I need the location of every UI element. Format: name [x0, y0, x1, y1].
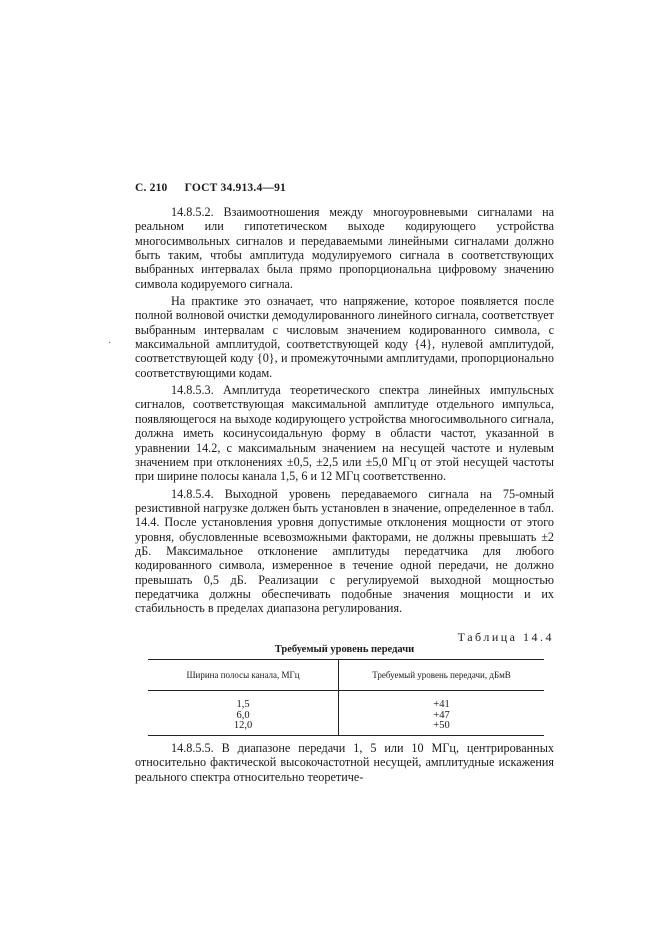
- table-column-level: [339, 700, 544, 732]
- body-text-bottom: [135, 741, 554, 787]
- table-column-bandwidth: [148, 700, 338, 732]
- standard-code: ГОСТ 34.913.4—91: [184, 182, 287, 194]
- transmission-level-table: [148, 659, 544, 736]
- table-cell-level: +41: [433, 699, 450, 710]
- page-number: С. 210: [135, 182, 168, 194]
- table-cell-bandwidth: 6,0: [236, 709, 250, 721]
- paragraph-14-8-5-3: 14.8.5.3. Амплитуда теоретического спектра линейных импульсных сигналов, соответствующая максимальной амплитуде отдельного импульса, появляющегося на выходе кодирующего устройства многосимвольного сигнала, должна иметь косинусоидальную форму в области частот, указанной в уравнении 14.2, с максимальным значением на несущей частоте и нулевым значением при отклонениях ±0,5, ±2,5 или ±5,0 МГц от этой несущей частоты при ширине полосы канала 1,5, 6 и 12 МГц соответственно.: [135, 383, 554, 484]
- table-cell-bandwidth: 12,0: [233, 720, 253, 731]
- table-header-level: Требуемый уровень передачи, дБмВ: [372, 670, 511, 680]
- table-header-divider: [148, 690, 544, 691]
- paragraph-14-8-5-2: 14.8.5.2. Взаимоотношения между многоуровневыми сигналами на реальном или гипотетическом выходе кодирующего устройства многосимвольных сигналов и передаваемыми линейными сигналами должно быть таким, чтобы амплитуда модулируемого сигнала в соответствующих выбранных интервалах была прямо пропорциональна цифровому значению символа кодируемого сигнала.: [135, 205, 554, 291]
- body-text-top: [135, 205, 554, 619]
- page-header: [135, 182, 286, 194]
- paragraph-14-8-5-5: 14.8.5.5. В диапазоне передачи 1, 5 или 10 МГц, центрированных относительно фактической высокочастотной несущей, амплитудные искажения реального спектра относительно теоретиче-: [135, 741, 554, 784]
- table-title: Требуемый уровень передачи: [274, 644, 415, 655]
- paragraph-practice: На практике это означает, что напряжение, которое появляется после полной волновой очистки демодулированного линейного сигнала, соответствует выбранным интервалам с числовым значением кодированного символа, с максимальной амплитудой, соответствующей коду {4}, нулевой амплитудой, соответствующей коду {0}, и промежуточными амплитудами, пропорционально соответствующими кодам.: [135, 294, 554, 380]
- table-header-bandwidth: Ширина полосы канала, МГц: [186, 670, 300, 680]
- margin-mark: ·: [108, 338, 112, 349]
- table-cell-level: +50: [433, 720, 450, 731]
- table-cell-bandwidth: 1,5: [236, 699, 250, 710]
- paragraph-14-8-5-4: 14.8.5.4. Выходной уровень передаваемого сигнала на 75-омный резистивной нагрузке должен быть установлен в значение, определенное в табл. 14.4. После установления уровня допустимые отклонения мощности от этого уровня, обусловленные всевозможными факторами, не должны превышать ±2 дБ. Максимальное отклонение амплитуды передатчика для любого кодированного символа, измеренное в течение одной передачи, не должно превышать 0,5 дБ. Реализации с регулируемой выходной мощностью передатчика должны обеспечивать подобные значения мощности и их стабильность в пределах диапазона регулирования.: [135, 486, 554, 616]
- table-cell-level: +47: [433, 709, 450, 721]
- table-caption: Таблица 14.4: [457, 630, 554, 644]
